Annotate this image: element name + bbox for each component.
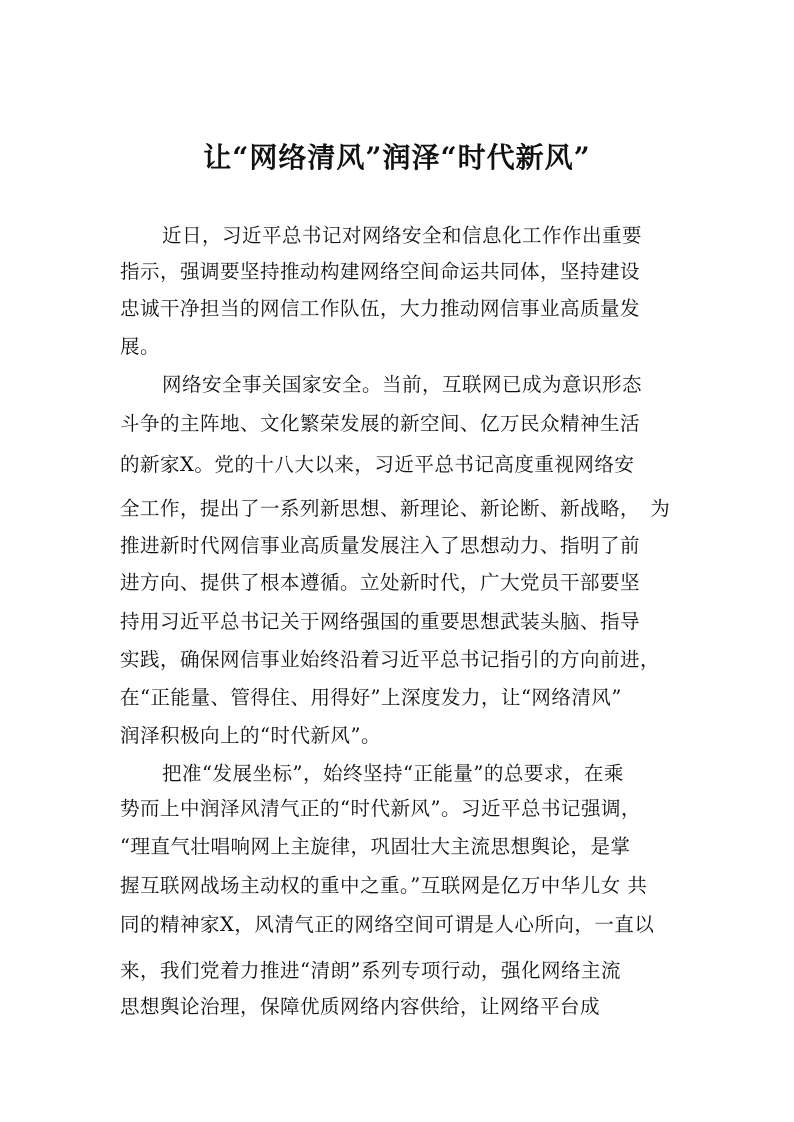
- body-line: 全工作，提出了一系列新思想、新理论、新论断、新战略， 为: [120, 497, 671, 520]
- body-line: 推进新时代网信事业高质量发展注入了思想动力、指明了前: [120, 534, 641, 557]
- document-title: 让“网络清风”润泽“时代新风”: [203, 141, 591, 174]
- body-line: 持用习近平总书记关于网络强国的重要思想武装头脑、指导: [120, 610, 641, 633]
- body-line: 指示，强调要坚持推动构建网络空间命运共同体，坚持建设: [120, 260, 641, 283]
- body-line: 握互联网战场主动权的重中之重。”互联网是亿万中华儿女 共: [120, 874, 648, 897]
- body-line: “理直气壮唱响网上主旋律，巩固壮大主流思想舆论，是掌: [120, 835, 631, 858]
- body-line: 展。: [120, 335, 161, 358]
- body-line: 的新家X。党的十八大以来，习近平总书记高度重视网络安: [120, 453, 635, 476]
- body-line: 润泽积极向上的“时代新风”。: [120, 724, 381, 747]
- body-line: 实践，确保网信事业始终沿着习近平总书记指引的方向前进，: [120, 648, 661, 671]
- body-line: 思想舆论治理，保障优质网络内容供给，让网络平台成: [120, 995, 601, 1018]
- body-line: 势而上中润泽风清气正的“时代新风”。习近平总书记强调，: [120, 797, 641, 820]
- body-line: 在“正能量、管得住、用得好”上深度发力，让“网络清风”: [120, 686, 622, 709]
- body-line: 把准“发展坐标”，始终坚持“正能量”的总要求，在乘: [162, 762, 624, 785]
- body-line: 忠诚干净担当的网信工作队伍，大力推动网信事业高质量发: [120, 297, 641, 320]
- body-line: 斗争的主阵地、文化繁荣发展的新空间、亿万民众精神生活: [120, 412, 641, 435]
- body-line: 同的精神家X，风清气正的网络空间可谓是人心所向，一直以: [120, 913, 655, 936]
- body-line: 进方向、提供了根本遵循。立处新时代，广大党员干部要坚: [120, 571, 641, 594]
- body-line: 网络安全事关国家安全。当前，互联网已成为意识形态: [162, 373, 643, 396]
- body-line: 来，我们党着力推进“清朗”系列专项行动，强化网络主流: [120, 959, 621, 982]
- body-line: 近日，习近平总书记对网络安全和信息化工作作出重要: [162, 224, 643, 247]
